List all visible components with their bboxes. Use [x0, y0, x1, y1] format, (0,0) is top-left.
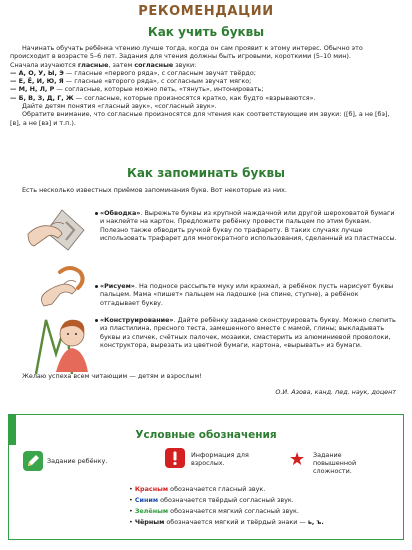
list-item	[10, 69, 402, 77]
outro-paragraph: Дайте детям понятия «гласный звук», «согласный звук».	[22, 102, 217, 111]
method-drawing-text: . На подносе рассыпьте муку или крахмал, а ребёнок пусть нарисует буквы пальцем. Мама «пишет» пальцем на ладошке (на спине, ступне), а ребёнок отгадывает букву.	[100, 282, 394, 307]
pencil-icon	[23, 451, 43, 471]
list-letters: — Е, Ё, И, Ю, Я	[10, 77, 64, 86]
legend-blue-line: • Синим обозначается твёрдый согласный звук.	[129, 496, 294, 504]
list-item	[10, 85, 402, 93]
black-word: Чёрным	[134, 518, 165, 526]
intro2-sep: , затем	[108, 60, 135, 69]
hand-drawing-illustration	[30, 262, 100, 312]
section-heading-learn: Как учить буквы	[147, 25, 265, 39]
method-constructing	[100, 316, 400, 349]
list-item	[10, 94, 402, 102]
bullet	[95, 212, 98, 215]
child-constructing-illustration	[26, 314, 96, 376]
red-word: Красным	[134, 485, 169, 493]
green-word: Зелёным	[134, 507, 169, 515]
section2-intro: Есть несколько известных приёмов запоминания букв. Вот некоторые из них.	[22, 186, 287, 194]
method-tracing-text: . Вырежьте буквы из крупной наждачной или другой шероховатой бумаги и наклейте на картон. Предложите ребёнку провести пальцем по этим буквам. Полезно также обводить ручкой букву по трафарету. В таких случаях лучше использовать трафарет для многократного использования, сделанный из пластмассы.	[100, 209, 397, 242]
wish-text: Желаю успеха всем читающим — детям и взрослым!	[22, 372, 202, 380]
exclamation-icon	[165, 448, 185, 468]
list-letters: — А, О, У, Ы, Э	[10, 68, 64, 77]
black-desc: обозначается мягкий и твёрдый знаки —	[164, 518, 306, 526]
green-desc: обозначается мягкий согласный звук.	[168, 507, 299, 515]
intro-paragraph: Начинать обучать ребёнка чтению лучше тогда, когда он сам проявит к этому интерес. Обычно это происходит в возрасте 5–6 лет. Задания для чтения должны быть игровыми, короткими (5–10 мин).	[10, 44, 363, 61]
legend-box	[8, 414, 404, 540]
list-desc: — гласные «первого ряда», с согласным звучат твёрдо;	[63, 68, 256, 77]
legend-child-task: Задание ребёнку.	[47, 457, 108, 465]
list-desc: — гласные «второго ряда», с согласным звучат мягко;	[63, 77, 252, 86]
outro-paragraph-2: Обратите внимание, что согласные произносятся для чтения как соответствующие им звуки: ([б], а не [бэ], [в], а не [вэ] и т.п.).	[10, 110, 390, 127]
legend-green-line: • Зелёным обозначается мягкий согласный звук.	[129, 507, 299, 515]
intro2-end: звуки:	[173, 60, 197, 69]
section1-body	[10, 44, 402, 127]
legend-adult-info: Информация для взрослых.	[191, 451, 249, 467]
author-signature: О.И. Азова, канд. пед. наук, доцент	[275, 388, 396, 396]
method-constructing-title: «Конструирование»	[100, 316, 174, 324]
list-desc: — согласные, которые можно петь, «тянуть», интонировать;	[54, 85, 264, 94]
method-drawing-title: «Рисуем»	[100, 282, 135, 290]
blue-desc: обозначается твёрдый согласный звук.	[158, 496, 294, 504]
list-desc: — согласные, которые произносятся кратко, как будто «взрываются».	[73, 93, 316, 102]
hand-tracing-illustration	[22, 204, 92, 256]
method-constructing-text: . Дайте ребёнку задание сконструировать букву. Можно слепить из пластилина, пресного теста, замешенного вместе с мамой, глины; выкладывать буквы из спичек, счётных палочек, мозаики, смастерить из алюминиевой проволоки, конструктора, вырезать из цветной бумаги, картона, «вырывать» из бумаги.	[100, 316, 396, 349]
page-title: РЕКОМЕНДАЦИИ	[138, 4, 274, 19]
list-letters: — М, Н, Л, Р	[10, 85, 55, 94]
consonants-term: согласные	[134, 60, 174, 69]
bullet	[95, 285, 98, 288]
legend-advanced-task: Задание повышенной сложности.	[313, 451, 357, 475]
soft-hard-signs: ь, ъ.	[307, 518, 324, 526]
bullet	[95, 319, 98, 322]
list-item	[10, 77, 402, 85]
legend-red-line: • Красным обозначается гласный звук.	[129, 485, 266, 493]
intro2-text: Сначала изучаются	[10, 60, 78, 69]
section-heading-remember: Как запоминать буквы	[127, 166, 285, 180]
legend-black-line: • Чёрным обозначается мягкий и твёрдый знаки — ь, ъ.	[129, 518, 324, 526]
method-tracing	[100, 209, 400, 242]
blue-word: Синим	[134, 496, 159, 504]
list-letters: — Б, В, З, Д, Г, Ж	[10, 93, 74, 102]
method-drawing	[100, 282, 400, 307]
method-tracing-title: «Обводка»	[100, 209, 141, 217]
red-desc: обозначается гласный звук.	[168, 485, 266, 493]
legend-heading: Условные обозначения	[135, 429, 277, 441]
vowels-term: гласные	[77, 60, 109, 69]
star-icon: ★	[289, 449, 306, 470]
